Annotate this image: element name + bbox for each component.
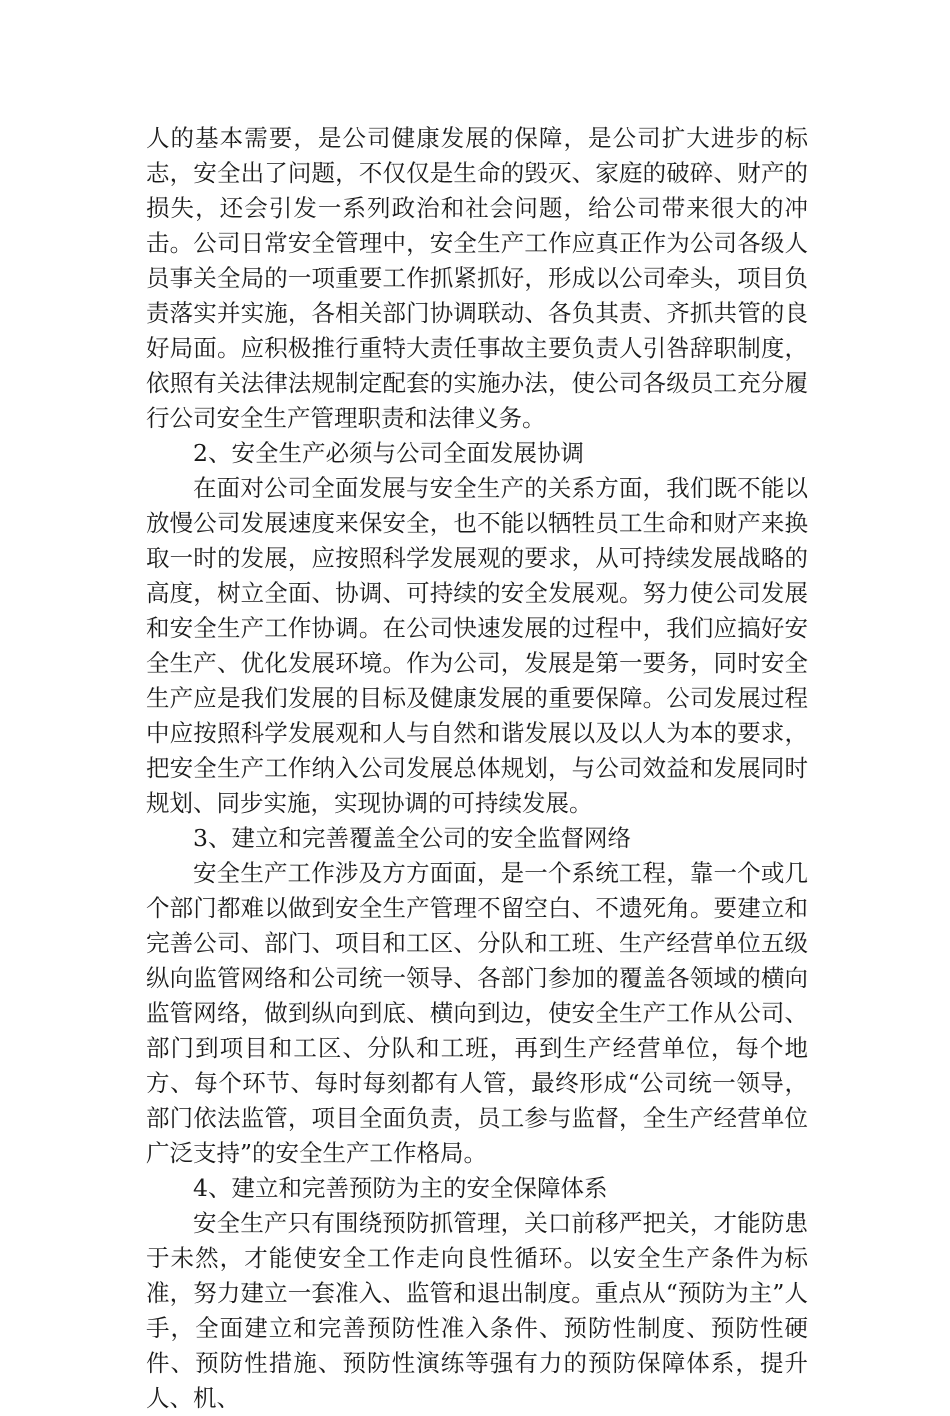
paragraph-continued: 人的基本需要，是公司健康发展的保障，是公司扩大进步的标志，安全出了问题，不仅仅是生命的毁灭、家庭的破碎、财产的损失，还会引发一系列政治和社会问题，给公司带来很大的冲击。公司日常安全管理中，安全生产工作应真正作为公司各级人员事关全局的一项重要工作抓紧抓好，形成以公司牵头，项目负责落实并实施，各相关部门协调联动、各负其责、齐抓共管的良好局面。应积极推行重特大责任事故主要负责人引咎辞职制度，依照有关法律法规制定配套的实施办法，使公司各级员工充分履行公司安全生产管理职责和法律义务。: [146, 124, 808, 432]
document-body: [146, 121, 808, 1416]
paragraph-section-2: 在面对公司全面发展与安全生产的关系方面，我们既不能以放慢公司发展速度来保安全，也不能以牺牲员工生命和财产来换取一时的发展，应按照科学发展观的要求，从可持续发展战略的高度，树立全面、协调、可持续的安全发展观。努力使公司发展和安全生产工作协调。在公司快速发展的过程中，我们应搞好安全生产、优化发展环境。作为公司，发展是第一要务，同时安全生产应是我们发展的目标及健康发展的重要保障。公司发展过程中应按照科学发展观和人与自然和谐发展以及以人为本的要求，把安全生产工作纳入公司发展总体规划，与公司效益和发展同时规划、同步实施，实现协调的可持续发展。: [146, 474, 808, 817]
section-heading-2: 2、安全生产必须与公司全面发展协调: [193, 439, 584, 467]
paragraph-section-4: 安全生产只有围绕预防抓管理，关口前移严把关，才能防患于未然，才能使安全工作走向良性循环。以安全生产条件为标准，努力建立一套准入、监管和退出制度。重点从“预防为主”人手，全面建立和完善预防性准入条件、预防性制度、预防性硬件、预防性措施、预防性演练等强有力的预防保障体系，提升人、机、: [146, 1209, 808, 1412]
paragraph-section-3: 安全生产工作涉及方方面面，是一个系统工程，靠一个或几个部门都难以做到安全生产管理不留空白、不遗死角。要建立和完善公司、部门、项目和工区、分队和工班、生产经营单位五级纵向监管网络和公司统一领导、各部门参加的覆盖各领域的横向监管网络，做到纵向到底、横向到边，使安全生产工作从公司、部门到项目和工区、分队和工班，再到生产经营单位，每个地方、每个环节、每时每刻都有人管，最终形成“公司统一领导，部门依法监管，项目全面负责，员工参与监督，全生产经营单位广泛支持”的安全生产工作格局。: [146, 859, 808, 1167]
section-heading-4: 4、建立和完善预防为主的安全保障体系: [193, 1174, 608, 1202]
section-heading-3: 3、建立和完善覆盖全公司的安全监督网络: [193, 824, 631, 852]
